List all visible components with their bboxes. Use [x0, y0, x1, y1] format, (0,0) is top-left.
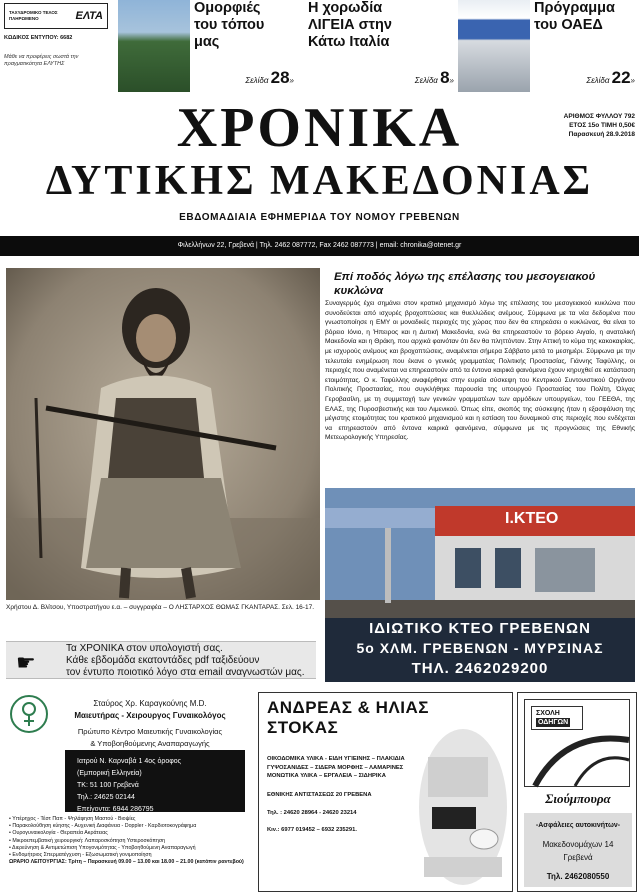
- postal-label: ΤΑΧΥΔΡΟΜΙΚΟ ΤΕΛΟΣ ΠΛΗΡΩΜΕΝΟ: [9, 10, 58, 21]
- issue-number: ΑΡΙΘΜΟΣ ΦΥΛΛΟΥ 792: [563, 113, 635, 120]
- kteo-line-2: 5ο ΧΛΜ. ΓΡΕΒΕΝΩΝ - ΜΥΡΣΙΝΑΣ: [356, 640, 604, 656]
- kteo-building-image: [325, 488, 635, 618]
- stokas-name-1: ΑΝΔΡΕΑΣ & ΗΛΙΑΣ: [267, 698, 429, 717]
- service-item: • Παρακολούθηση κύησης - Αυχενική Διαφάνεια - Doppler - Καρδιοτοκογράφημα: [9, 823, 197, 830]
- doctor-contact-box: [65, 750, 245, 812]
- promo-line-2: Κάθε εβδομάδα εκατοντάδες pdf ταξιδεύουν: [66, 655, 260, 666]
- stokas-address: ΕΘΝΙΚΗΣ ΑΝΤΙΣΤΑΣΕΩΣ 20 ΓΡΕΒΕΝΑ: [267, 791, 372, 798]
- driving-school-ad[interactable]: [517, 692, 637, 892]
- pointing-hand-icon: ☛: [16, 650, 36, 675]
- school-city: Γρεβενά: [563, 853, 593, 862]
- masthead-title: ΧΡΟΝΙΚΑ: [176, 97, 463, 159]
- road-logo-icon: [525, 700, 631, 788]
- service-item: • Ενδομήτριος Σπερματέγχυση - Εξωσωματική γονιμοποίηση: [9, 852, 152, 859]
- medical-logo-icon: [9, 692, 49, 736]
- doctor-zip: ΤΚ: 51 100 Γρεβενά: [77, 782, 139, 789]
- postal-badge: [4, 3, 108, 29]
- doctor-name: Σταύρος Χρ. Καραγκούνης M.D.: [93, 699, 207, 708]
- kteo-sign: Ι.ΚΤΕΟ: [505, 510, 559, 527]
- stokas-phone: Τηλ. : 24620 28964 - 24620 23214: [267, 810, 357, 816]
- promo-line-1: Τα ΧΡΟΝΙΚΑ στον υπολογιστή σας.: [66, 643, 223, 654]
- lestarchos-portrait: [6, 268, 320, 600]
- bathroom-image: [418, 727, 508, 887]
- teaser-2[interactable]: [298, 0, 458, 92]
- doctor-title: Μαιευτήρας - Χειρουργος Γυναικολόγος: [74, 711, 226, 720]
- issue-date: Παρασκευή 28.9.2018: [568, 131, 635, 138]
- service-item: • Ουρογυναικολογία - Θεραπεία Ακράτειας: [9, 830, 108, 837]
- school-contact: [524, 813, 632, 887]
- school-phone: Τηλ. 2462080550: [546, 872, 610, 881]
- email-promo[interactable]: [6, 641, 316, 679]
- masthead-tagline: ΕΒΔΟΜΑΔΙΑΙΑ ΕΦΗΜΕΡΙΔΑ ΤΟΥ ΝΟΜΟΥ ΓΡΕΒΕΝΩΝ: [179, 212, 460, 223]
- contact-bar: Φιλελλήνων 22, Γρεβενά | Τηλ. 2462 087772, Fax 2462 087773 | email: chronika@otenet.gr: [0, 236, 639, 256]
- service-item: • Μικροεπεμβατική χειρουργική: Λαπαροσκόπηση Υστεροσκόπηση: [9, 837, 166, 844]
- doctor-role-1: Πρώτυπο Κέντρο Μαιευτικής Γυναικολογίας: [77, 727, 223, 736]
- postal-block: [4, 3, 114, 85]
- kteo-ad[interactable]: [325, 488, 635, 682]
- teaser-3[interactable]: [458, 0, 639, 92]
- teaser-3-image: [458, 0, 530, 92]
- masthead-subtitle-line: ΔΥΤΙΚΗΣ ΜΑΚΕΔΟΝΙΑΣ: [45, 158, 594, 204]
- postal-code: ΚΩΔΙΚΟΣ ΕΝΤΥΠΟΥ: 6682: [4, 35, 73, 41]
- promo-line-3: τον έντυπο ποιοτικό λόγο στα email αναγνωστών μας.: [66, 667, 305, 678]
- doctor-mobile: Επείγοντα: 6944 286795: [77, 806, 154, 813]
- teaser-1[interactable]: [118, 0, 298, 92]
- doctor-details: [53, 698, 247, 750]
- school-logo-box: [524, 699, 630, 787]
- teaser-1-title: Ομορφιές του τόπου μας: [194, 0, 265, 50]
- doctor-address: Ιατρού Ν. Καρναβά 1 4ος όροφος: [77, 758, 182, 765]
- teaser-1-page: Σελίδα 28»: [245, 68, 294, 87]
- teaser-2-title: Η χορωδία ΛΙΓΕΙΑ στην Κάτω Ιταλία: [308, 0, 392, 50]
- doctor-ad[interactable]: [3, 690, 247, 892]
- stokas-details: [267, 755, 417, 834]
- service-item: • Υπέρηχος - Τέστ Παπ - Ψηλάφηση Μαστού - Βιοψίες: [9, 816, 136, 822]
- doctor-phone: Τηλ.: 24625 02144: [77, 794, 135, 801]
- postal-note: Μάθε να προφέρεις σωστά την πραγματικότητα ΕΛΥΤΗΣ: [4, 54, 79, 67]
- kteo-phone: ΤΗΛ. 2462029200: [411, 660, 549, 677]
- photo-caption: Χρήστου Δ. Βλίτσου, Υποστρατήγου ε.α. – συγγραφέα – Ο ΛΗΣΤΑΡΧΟΣ ΘΩΜΑΣ ΓΚΑΝΤΑΡΑΣ. Σελ. 16-17.: [6, 604, 315, 611]
- elta-logo: ΕΛΤΑ: [75, 9, 103, 22]
- teaser-3-title: Πρόγραμμα του ΟΑΕΔ: [534, 0, 615, 33]
- doctor-building: (Εμπορική Ελληνεία): [77, 770, 142, 777]
- stokas-name: [267, 698, 429, 738]
- school-tagline: -Ασφάλειες αυτοκινήτων-: [535, 822, 621, 829]
- school-address: Μακεδονομάχων 14: [542, 840, 614, 849]
- service-item: • Διερεύνηση & Αντιμετώπιση Υπογονιμότητας - Υποβοηθούμενη Αναπαραγωγή: [9, 844, 196, 851]
- doctor-services: [9, 816, 249, 866]
- doctor-hours: ΩΡΑΡΙΟ ΛΕΙΤΟΥΡΓΙΑΣ: Τρίτη – Παρασκευή 09.00 – 13.00 και 18.00 – 21.00 (κατόπιν ραντεβού): [9, 859, 244, 866]
- stokas-name-2: ΣΤΟΚΑΣ: [267, 718, 339, 737]
- promo-text: [66, 643, 305, 679]
- lead-headline[interactable]: Επί ποδός λόγω της επέλασης του μεσογειακού κυκλώνα: [334, 271, 596, 297]
- stokas-mobile: Κιν.: 6977 019452 – 6932 235291.: [267, 826, 357, 833]
- kteo-line-1: ΙΔΙΩΤΙΚΟ ΚΤΕΟ ΓΡΕΒΕΝΩΝ: [369, 620, 591, 637]
- teaser-2-page: Σελίδα 8»: [414, 68, 454, 87]
- doctor-role-2: & Υποβοηθούμενης Αναπαραγωγής: [90, 739, 210, 748]
- stokas-ad[interactable]: [258, 692, 513, 892]
- lead-body: Συναγερμός έχει σημάνει στον κρατικό μηχανισμό λόγω της επέλασης του μεσογειακού κυκλώνα που συνοδεύεται από ισχυρές βροχοπτώσεις και θυελλώδεις ανέμους. Σύμφωνα με τα νέα δεδομένα που γνωστοποίησε η ΕΜΥ οι μοναδικές περιοχές της χώρας που δεν θα επηρεάσει ο κυκλώνας, θα είναι το βόρειο Ιόνιο, η Ήπειρος και η Δυτική Μακεδονία, ενώ θα επηρεαστούν το βόρειο Αιγαίο, η ανατολική Μακεδονία και η Θράκη, που αρχικά φαινόταν ότι δεν θα πληττόνταν. Στην Αττική το κύμα της κακοκαιρίας, με ισχυρούς ανέμους και βροχοπτώσεις, αναμένεται σήμερα Σάββατο μετά το μεσημέρι. Σύμφωνα με την τελευταία ενημέρωση που έκανε ο γενικός γραμματέας Πολιτικής Προστασίας, Γιάννης Ταφύλλης, οι περιοχές που αναμένεται να επηρεαστούν από τα έντονα καιρικά φαινόμενα έχουν κηρυχθεί σε κατάσταση ετοιμότητας. Ο κ. Ταφύλλης αναφέρθηκε στην ευρεία σύσκεψη του Κεντρικού Συντονιστικού Οργάνου Πολιτικής Προστασίας, που συγκλήθηκε παρουσία της υπουργού Προστασίας του Πολίτη, Όλγας Γεροβασίλη, με τη συμμετοχή των γενικών γραμματέων των αρμόδιων υπουργείων, του ΓΕΕΘΑ, της ΕΛΑΣ, της Πυροσβεστικής και του Λιμενικού. Όπως είπε, σκοπός της σύσκεψης ήταν η εξασφάλιση της μέγιστης ετοιμότητας του κρατικού μηχανισμού και η εστίαση του δυναμικού στις περιοχές που ενδέχεται να επηρεαστούν από έντονα καιρικά φαινόμενα, σύμφωνα με τις προγνώσεις της Εθνικής Μετεωρολογικής Υπηρεσίας.: [325, 300, 635, 442]
- teaser-1-image: [118, 0, 190, 92]
- school-brand: Σιούμπουρα: [545, 791, 611, 806]
- teaser-3-page: Σελίδα 22»: [586, 68, 635, 87]
- school-logo-line-1: ΣΧΟΛΗ: [536, 710, 560, 717]
- issue-year-price: ΕΤΟΣ 15ο ΤΙΜΗ 0,50€: [569, 122, 635, 129]
- stokas-products: ΟΙΚΟΔΟΜΙΚΑ ΥΛΙΚΑ - ΕΙΔΗ ΥΓΙΕΙΝΗΣ – ΠΛΑΚΙΔΙΑ ΓΥΨΟΣΑΝΙΔΕΣ – ΣΙΔΕΡΑ ΜΟΡΦΗΣ – ΛΑΜΑΡΙΝΕΣ ΜΟΝΩΤΙΚΑ ΥΛΙΚΑ – ΕΡΓΑΛΕΙΑ – ΣΙΔΗΡΙΚΑ: [267, 756, 405, 779]
- lead-photo: [6, 268, 320, 600]
- school-logo-line-2: ΟΔΗΓΩΝ: [538, 719, 569, 726]
